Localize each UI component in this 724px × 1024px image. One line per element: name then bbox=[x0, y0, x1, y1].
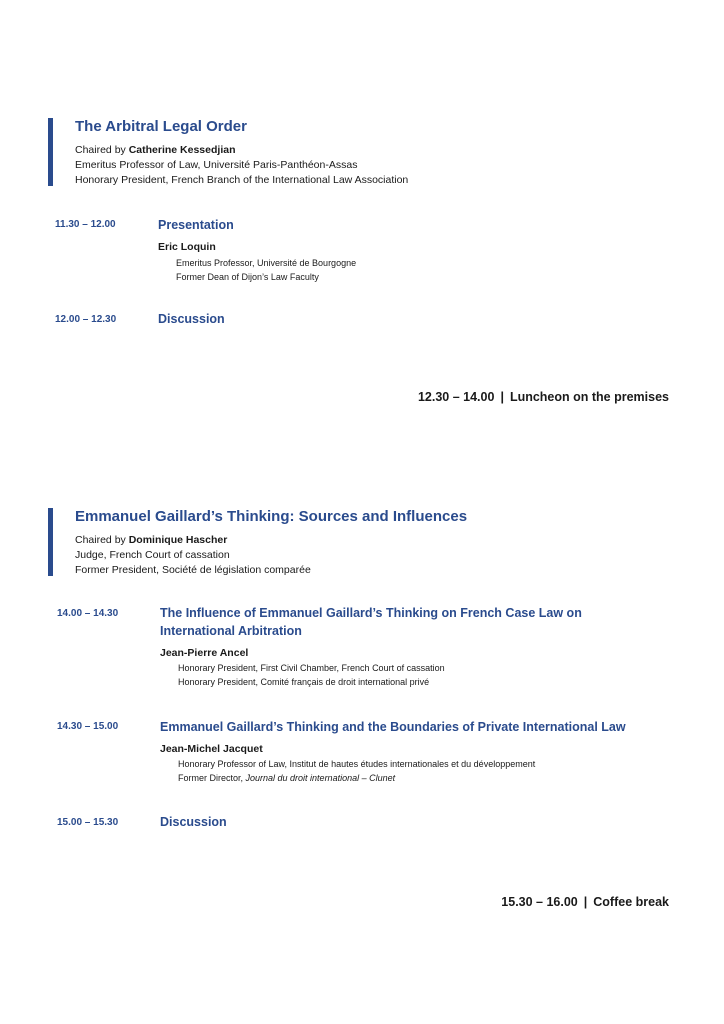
talk-title: Discussion bbox=[158, 312, 225, 326]
talk-title: The Influence of Emmanuel Gaillard’s Thinking on French Case Law on International Arbitration bbox=[160, 606, 582, 638]
talk-title: Discussion bbox=[160, 815, 227, 829]
session-title: The Arbitral Legal Order bbox=[75, 118, 247, 135]
time-slot: 12.00 – 12.30 bbox=[55, 314, 117, 325]
affiliation-prefix: Former Director, bbox=[178, 773, 246, 783]
session-title: Emmanuel Gaillard’s Thinking: Sources and Influences bbox=[75, 508, 468, 525]
chaired-by-label: Chaired by bbox=[75, 534, 129, 546]
break-separator: | bbox=[500, 390, 504, 404]
speaker-name: Jean-Pierre Ancel bbox=[160, 647, 249, 659]
speaker-affiliation: Emeritus Professor, Université de Bourgogne bbox=[176, 258, 357, 268]
speaker-name: Jean-Michel Jacquet bbox=[160, 743, 263, 755]
chaired-by-label: Chaired by bbox=[75, 144, 129, 156]
speaker-affiliation: Honorary Professor of Law, Institut de hautes études internationales et du développement bbox=[178, 759, 536, 769]
speaker-affiliation: Honorary President, Comité français de droit international privé bbox=[178, 677, 430, 687]
talk-title: Presentation bbox=[158, 218, 234, 232]
chair-name: Dominique Hascher bbox=[128, 534, 228, 546]
session-accent-bar bbox=[48, 508, 53, 576]
chair-affiliation-2: Former President, Société de législation comparée bbox=[75, 564, 311, 576]
time-slot: 11.30 – 12.00 bbox=[55, 219, 116, 230]
chair-affiliation-2: Honorary President, French Branch of the International Law Association bbox=[75, 174, 409, 186]
break-label: Luncheon on the premises bbox=[509, 390, 669, 404]
break-time: 12.30 – 14.00 bbox=[417, 390, 495, 404]
chair-affiliation-1: Emeritus Professor of Law, Université Paris-Panthéon-Assas bbox=[75, 159, 358, 171]
break-coffee bbox=[501, 895, 669, 909]
break-luncheon bbox=[418, 390, 669, 404]
speaker-name: Eric Loquin bbox=[158, 241, 216, 253]
break-separator: | bbox=[583, 895, 588, 909]
speaker-affiliation bbox=[178, 771, 395, 785]
speaker-affiliation: Former Dean of Dijon’s Law Faculty bbox=[176, 272, 319, 282]
time-slot: 15.00 – 15.30 bbox=[57, 817, 119, 828]
session-chair-line bbox=[75, 143, 236, 158]
session-chair-line bbox=[75, 533, 227, 548]
break-time: 15.30 – 16.00 bbox=[501, 895, 578, 909]
session-accent-bar bbox=[48, 118, 53, 186]
break-label: Coffee break bbox=[593, 895, 669, 909]
speaker-affiliation: Honorary President, First Civil Chamber, French Court of cassation bbox=[178, 663, 445, 673]
journal-title: Journal du droit international – Clunet bbox=[245, 773, 396, 783]
chair-affiliation-1: Judge, French Court of cassation bbox=[75, 549, 230, 561]
talk-title: Emmanuel Gaillard’s Thinking and the Boundaries of Private International Law bbox=[160, 720, 626, 734]
time-slot: 14.00 – 14.30 bbox=[57, 608, 119, 619]
time-slot: 14.30 – 15.00 bbox=[57, 721, 119, 732]
chair-name: Catherine Kessedjian bbox=[128, 144, 236, 156]
